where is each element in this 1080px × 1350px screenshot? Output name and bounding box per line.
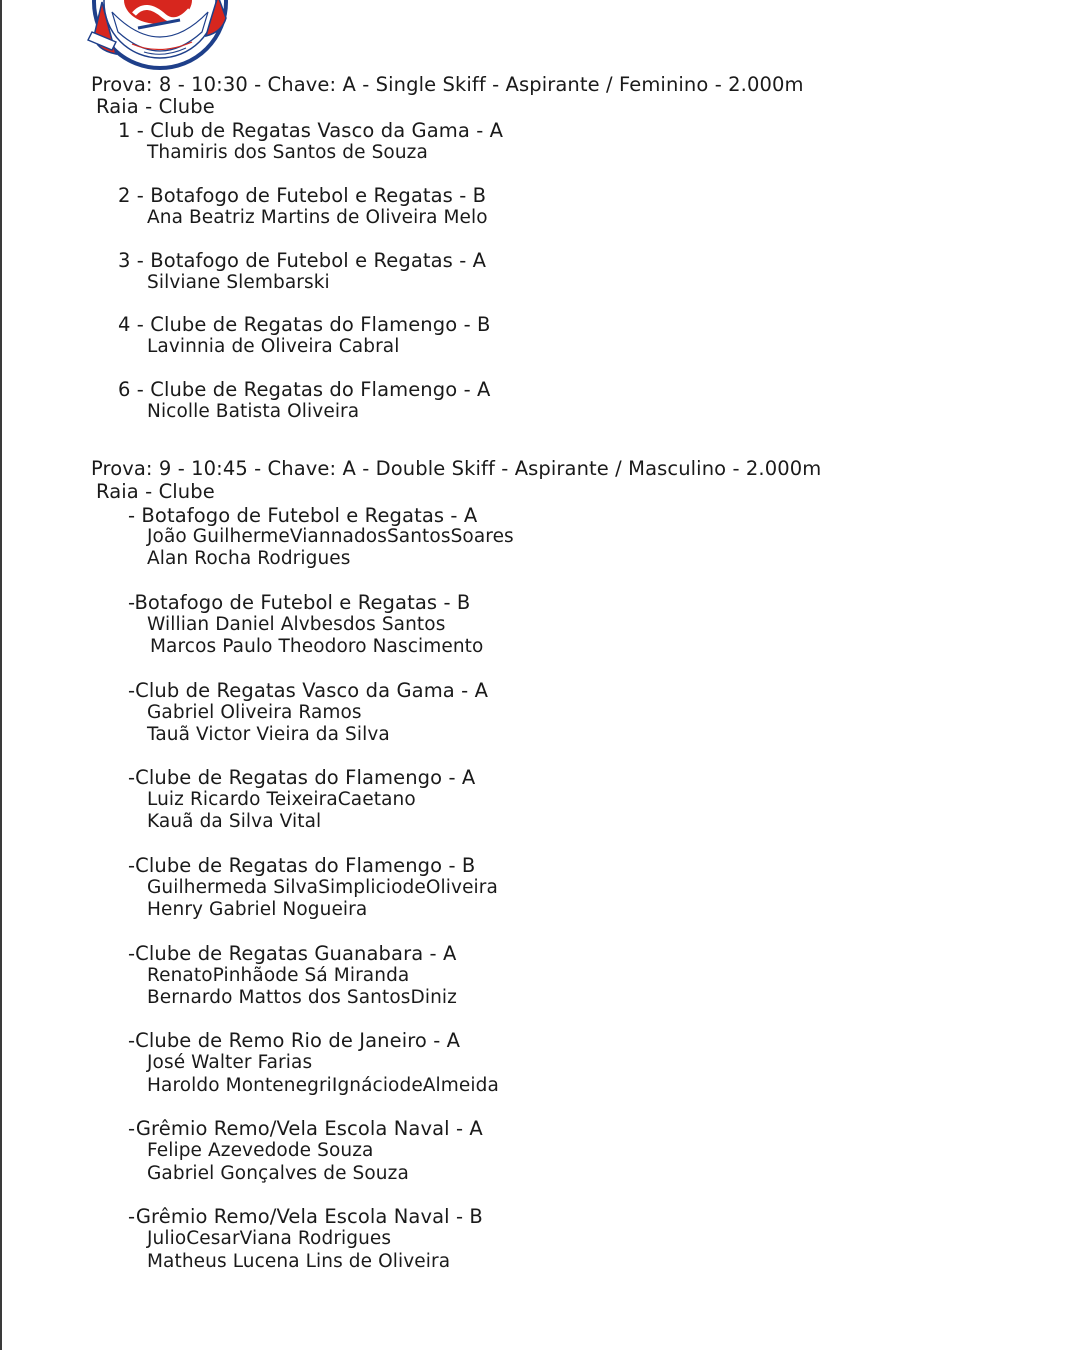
athlete-name: Bernardo Mattos dos SantosDiniz xyxy=(147,987,457,1008)
entry-lane-club: -Grêmio Remo/Vela Escola Naval - A xyxy=(128,1117,483,1140)
entry-lane-club: -Clube de Regatas do Flamengo - B xyxy=(128,854,476,877)
event-title: Prova: 9 - 10:45 - Chave: A - Double Skiff - Aspirante / Masculino - 2.000m xyxy=(91,457,822,480)
entry-lane-club: 3 - Botafogo de Futebol e Regatas - A xyxy=(118,249,487,272)
event-title: Prova: 8 - 10:30 - Chave: A - Single Skiff - Aspirante / Feminino - 2.000m xyxy=(91,73,804,96)
athlete-name: Luiz Ricardo TeixeiraCaetano xyxy=(147,789,416,810)
entry-lane-club: 2 - Botafogo de Futebol e Regatas - B xyxy=(118,184,487,207)
lane-club-header: Raia - Clube xyxy=(96,95,215,118)
athlete-name: Willian Daniel Alvbesdos Santos xyxy=(147,614,446,635)
entry-lane-club: 6 - Clube de Regatas do Flamengo - A xyxy=(118,378,491,401)
entry-lane-club: - Botafogo de Futebol e Regatas - A xyxy=(128,504,478,527)
athlete-name: Alan Rocha Rodrigues xyxy=(147,548,351,569)
entry-lane-club: -Grêmio Remo/Vela Escola Naval - B xyxy=(128,1205,483,1228)
athlete-name: Ana Beatriz Martins de Oliveira Melo xyxy=(147,207,488,228)
entry-lane-club: -Club de Regatas Vasco da Gama - A xyxy=(128,679,489,702)
athlete-name: Thamiris dos Santos de Souza xyxy=(147,142,428,163)
athlete-name: Gabriel Gonçalves de Souza xyxy=(147,1163,409,1184)
page-left-border xyxy=(0,0,2,1350)
club-crest-logo-icon xyxy=(72,0,244,72)
athlete-name: Haroldo MontenegriIgnáciodeAlmeida xyxy=(147,1075,499,1096)
athlete-name: José Walter Farias xyxy=(147,1052,313,1073)
entry-lane-club: -Clube de Remo Rio de Janeiro - A xyxy=(128,1029,461,1052)
athlete-name: Matheus Lucena Lins de Oliveira xyxy=(147,1251,451,1272)
entry-lane-club: -Clube de Regatas Guanabara - A xyxy=(128,942,457,965)
athlete-name: Lavinnia de Oliveira Cabral xyxy=(147,336,400,357)
athlete-name: JulioCesarViana Rodrigues xyxy=(147,1228,392,1249)
athlete-name: Marcos Paulo Theodoro Nascimento xyxy=(150,636,484,657)
athlete-name: Gabriel Oliveira Ramos xyxy=(147,702,362,723)
athlete-name: João GuilhermeViannadosSantosSoares xyxy=(147,526,514,547)
entry-lane-club: -Botafogo de Futebol e Regatas - B xyxy=(128,591,471,614)
athlete-name: Henry Gabriel Nogueira xyxy=(147,899,368,920)
athlete-name: Felipe Azevedode Souza xyxy=(147,1140,374,1161)
entry-lane-club: 1 - Club de Regatas Vasco da Gama - A xyxy=(118,119,504,142)
entry-lane-club: -Clube de Regatas do Flamengo - A xyxy=(128,766,476,789)
entry-lane-club: 4 - Clube de Regatas do Flamengo - B xyxy=(118,313,491,336)
athlete-name: Silviane Slembarski xyxy=(147,272,330,293)
lane-club-header: Raia - Clube xyxy=(96,480,215,503)
athlete-name: Kauã da Silva Vital xyxy=(147,811,322,832)
athlete-name: Tauã Victor Vieira da Silva xyxy=(147,724,390,745)
athlete-name: RenatoPinhãode Sá Miranda xyxy=(147,965,410,986)
athlete-name: Nicolle Batista Oliveira xyxy=(147,401,360,422)
athlete-name: Guilhermeda SilvaSimpliciodeOliveira xyxy=(147,877,498,898)
